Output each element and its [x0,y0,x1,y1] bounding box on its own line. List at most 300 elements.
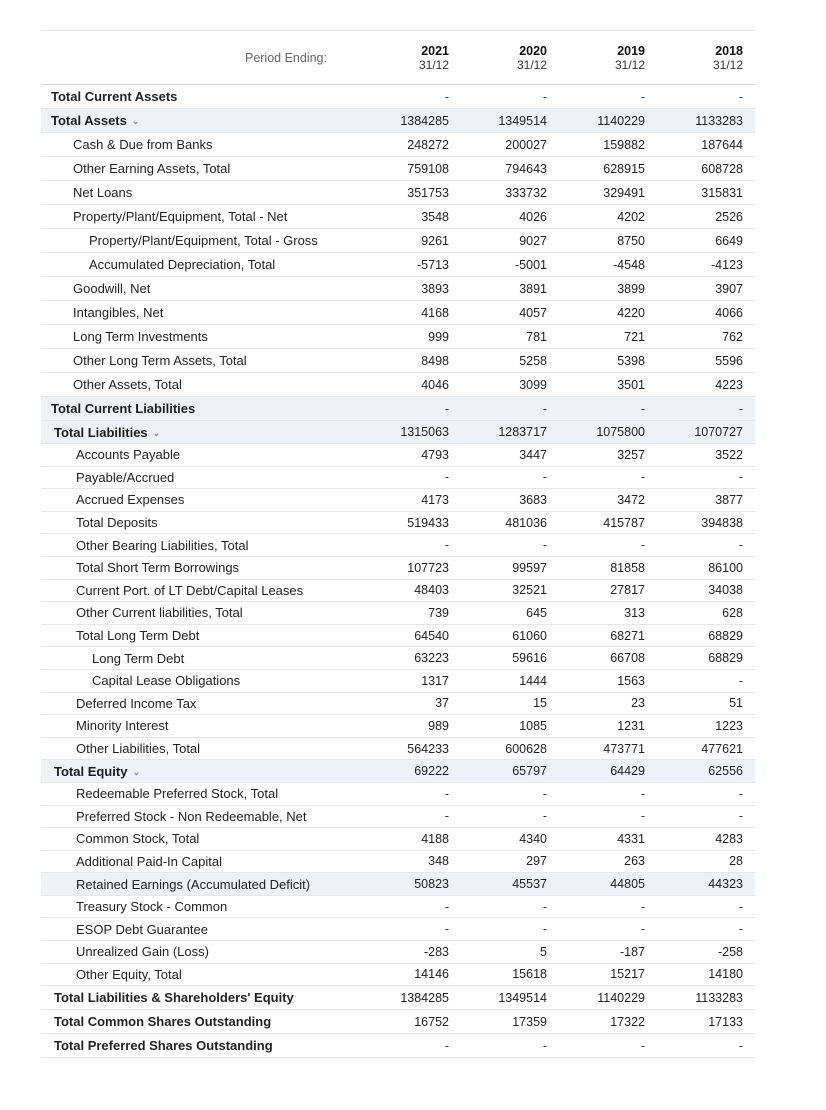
value-cell: - [542,809,547,824]
table-row-intangibles-net [41,301,755,325]
row-label [41,538,363,553]
row-label [41,628,363,643]
row-label-text: ESOP Debt Guarantee [76,921,209,937]
table-row-minority-interest [41,715,755,738]
table-row-other-long-term-assets-total [41,349,755,373]
value-cell: - [738,89,743,104]
table-row-other-equity-total [41,964,755,987]
value-cell: - [640,89,645,104]
balance-sheet-table [41,30,755,1058]
value-cell: -283 [423,944,449,959]
value-cell: 628 [722,605,743,620]
value-cell: 50823 [414,877,449,892]
row-label [41,281,363,296]
value-cell: 4026 [519,209,547,224]
value-cell: 4057 [519,305,547,320]
table-row-common-stock-total [41,828,755,851]
value-cell: 200027 [505,137,547,152]
row-label [41,741,363,756]
row-label-text: Preferred Stock - Non Redeemable, Net [76,808,307,824]
row-label [41,560,363,575]
value-cell: 739 [428,605,449,620]
value-cell: 5 [540,944,547,959]
value-cell: 3257 [617,447,645,462]
value-cell: 5398 [617,353,645,368]
table-row-retained-earnings-accumulated-deficit [41,873,755,896]
value-cell: 999 [428,329,449,344]
value-cell: 4188 [421,831,449,846]
value-cell: 519433 [407,515,449,530]
value-cell: 64540 [414,628,449,643]
value-cell: 14180 [708,967,743,982]
row-label [41,353,363,368]
value-cell: 65797 [512,764,547,779]
table-row-preferred-stock-non-redeemable-net [41,806,755,829]
row-label [41,877,363,892]
row-label [41,899,363,914]
value-cell: 3683 [519,492,547,507]
value-cell: -187 [619,944,645,959]
table-header [41,30,755,85]
value-cell: 1085 [519,718,547,733]
row-label [41,990,363,1005]
value-cell: - [444,809,449,824]
value-cell: 4046 [421,377,449,392]
year-column-2021: 2021 31/12 [418,43,449,72]
value-cell: -5001 [515,257,547,272]
row-label-text: Common Stock, Total [76,831,200,847]
table-row-other-liabilities-total [41,738,755,761]
value-cell: 2526 [715,209,743,224]
row-label-text: Total Current Assets [51,89,178,104]
value-cell: 721 [624,329,645,344]
table-row-total-long-term-debt [41,625,755,648]
value-cell: 6649 [715,233,743,248]
table-row-total-assets[interactable] [41,109,755,133]
row-label-text: Treasury Stock - Common [76,899,228,915]
value-cell: 645 [526,605,547,620]
value-cell: 263 [624,854,645,869]
value-cell: 794643 [505,161,547,176]
row-label [41,515,363,530]
value-cell: -4548 [613,257,645,272]
value-cell: 9261 [421,233,449,248]
table-row-property-plant-equipment-total-gross [41,229,755,253]
row-label [41,967,363,982]
row-label [41,377,363,392]
value-cell: - [640,538,645,553]
value-cell: 329491 [603,185,645,200]
value-cell: 1133283 [695,990,743,1005]
value-cell: 8750 [617,233,645,248]
table-row-total-equity[interactable] [41,760,755,783]
value-cell: 481036 [505,515,547,530]
table-row-total-common-shares-outstanding [41,1010,755,1034]
table-row-total-liabilities[interactable] [41,421,755,444]
value-cell: 3907 [715,281,743,296]
value-cell: - [444,786,449,801]
row-label-text: Intangibles, Net [73,305,164,320]
row-label-text: Total Liabilities [54,424,148,440]
value-cell: 3548 [421,209,449,224]
row-label-text: Other Liabilities, Total [76,741,201,757]
value-cell: - [640,786,645,801]
value-cell: 16752 [414,1014,449,1029]
value-cell: 23 [631,696,645,711]
row-label [41,89,363,104]
row-label-text: Net Loans [73,185,133,200]
value-cell: 17322 [610,1014,645,1029]
value-cell: 86100 [708,560,743,575]
value-cell: 3891 [519,281,547,296]
value-cell: 4168 [421,305,449,320]
value-cell: 4220 [617,305,645,320]
value-cell: - [738,470,743,485]
value-cell: 5596 [715,353,743,368]
value-cell: - [738,922,743,937]
row-label-text: Redeemable Preferred Stock, Total [76,786,279,802]
row-label [41,329,363,344]
value-cell: 3877 [715,492,743,507]
row-label [41,1038,363,1053]
value-cell: 297 [526,854,547,869]
value-cell: 159882 [603,137,645,152]
value-cell: - [738,401,743,416]
value-cell: 66708 [610,651,645,666]
row-label [41,583,363,598]
value-cell: 762 [722,329,743,344]
value-cell: 1384285 [400,990,449,1005]
row-label-text: Other Earning Assets, Total [73,161,231,176]
table-row-other-bearing-liabilities-total [41,534,755,557]
value-cell: 63223 [414,651,449,666]
table-row-total-short-term-borrowings [41,557,755,580]
table-row-additional-paid-in-capital [41,851,755,874]
value-cell: 351753 [407,185,449,200]
value-cell: -5713 [417,257,449,272]
row-label-text: Capital Lease Obligations [92,673,241,689]
value-cell: - [738,786,743,801]
row-label-text: Additional Paid-In Capital [76,853,222,869]
value-cell: 17359 [512,1014,547,1029]
row-label-text: Long Term Debt [92,650,185,666]
value-cell: 333732 [505,185,547,200]
value-cell: -258 [717,944,743,959]
value-cell: 3472 [617,492,645,507]
value-cell: 4173 [421,492,449,507]
table-row-accrued-expenses [41,489,755,512]
row-label-text: Current Port. of LT Debt/Capital Leases [76,582,304,598]
value-cell: 313 [624,605,645,620]
value-cell: 608728 [701,161,743,176]
row-label [41,922,363,937]
row-label [41,161,363,176]
row-label-text: Total Equity [54,763,128,779]
value-cell: 4202 [617,209,645,224]
value-cell: 477621 [701,741,743,756]
value-cell: - [640,899,645,914]
value-cell: 45537 [512,877,547,892]
table-row-unrealized-gain-loss [41,941,755,964]
value-cell: 107723 [407,560,449,575]
table-row-accumulated-depreciation-total [41,253,755,277]
value-cell: 15618 [512,967,547,982]
row-label-text: Total Long Term Debt [76,628,200,644]
value-cell: - [542,786,547,801]
value-cell: - [542,401,547,416]
row-label-text: Total Preferred Shares Outstanding [54,1038,273,1054]
value-cell: 1444 [519,673,547,688]
row-label [41,233,363,248]
row-label-text: Property/Plant/Equipment, Total - Gross [89,233,318,248]
value-cell: 37 [435,696,449,711]
table-row-current-port-of-lt-debt-capital-leases [41,580,755,603]
row-label [41,185,363,200]
value-cell: 4331 [617,831,645,846]
value-cell: 1349514 [498,990,547,1005]
value-cell: 1070727 [694,425,743,439]
value-cell: 9027 [519,233,547,248]
value-cell: - [738,673,743,688]
value-cell: 1140229 [597,113,645,128]
value-cell: 1140229 [597,990,645,1005]
row-label [41,137,363,152]
row-label [41,854,363,869]
row-label-text: Long Term Investments [73,329,208,344]
period-ending-label: Period Ending: [244,50,327,65]
row-label [41,696,363,711]
value-cell: 14146 [414,967,449,982]
row-label-text: Deferred Income Tax [76,695,197,711]
value-cell: 3899 [617,281,645,296]
row-label [41,786,363,801]
table-row-accounts-payable [41,444,755,467]
row-label-text: Property/Plant/Equipment, Total - Net [73,209,288,224]
row-label-text: Goodwill, Net [73,281,151,296]
row-label-text: Total Current Liabilities [51,401,196,416]
row-label [41,492,363,507]
chevron-down-icon[interactable]: ⌄ [131,116,140,127]
table-row-cash-due-from-banks [41,133,755,157]
row-label-text: Total Liabilities & Shareholders' Equity [54,990,294,1006]
value-cell: 4340 [519,831,547,846]
value-cell: 759108 [407,161,449,176]
value-cell: 15 [533,696,547,711]
value-cell: - [640,401,645,416]
value-cell: 348 [428,854,449,869]
value-cell: -4123 [711,257,743,272]
value-cell: 68829 [708,651,743,666]
table-row-payable-accrued [41,467,755,490]
row-label-text: Other Equity, Total [76,966,182,982]
table-body [41,85,755,1058]
row-label-text: Total Common Shares Outstanding [54,1014,272,1030]
table-row-redeemable-preferred-stock-total [41,783,755,806]
row-label [41,605,363,620]
row-label [41,257,363,272]
value-cell: - [542,538,547,553]
row-label-text: Unrealized Gain (Loss) [76,944,209,960]
row-label [41,209,363,224]
table-row-long-term-debt [41,647,755,670]
row-label-text: Total Short Term Borrowings [76,560,240,576]
value-cell: - [640,470,645,485]
value-cell: 62556 [708,764,743,779]
value-cell: - [444,538,449,553]
value-cell: 4223 [715,377,743,392]
value-cell: 44323 [708,877,743,892]
value-cell: 69222 [414,764,449,779]
value-cell: 27817 [610,583,645,598]
row-label-text: Accumulated Depreciation, Total [89,257,276,272]
value-cell: 315831 [701,185,743,200]
year-column-2019: 2019 31/12 [614,43,645,72]
row-label [41,673,363,688]
row-label [41,831,363,846]
value-cell: 32521 [512,583,547,598]
table-row-esop-debt-guarantee [41,918,755,941]
value-cell: 1283717 [498,425,547,439]
value-cell: 781 [526,329,547,344]
row-label-text: Minority Interest [76,718,169,734]
row-label [41,305,363,320]
value-cell: 394838 [701,515,743,530]
table-row-property-plant-equipment-total-net [41,205,755,229]
value-cell: 68829 [708,628,743,643]
value-cell: 1231 [617,718,645,733]
value-cell: 5258 [519,353,547,368]
chevron-down-icon[interactable]: ⌄ [132,766,140,777]
value-cell: 1315063 [400,425,449,439]
value-cell: 64429 [610,764,645,779]
value-cell: 48403 [414,583,449,598]
value-cell: 99597 [512,560,547,575]
value-cell: - [640,809,645,824]
value-cell: 989 [428,718,449,733]
value-cell: 3099 [519,377,547,392]
value-cell: - [640,1038,645,1053]
value-cell: 628915 [603,161,645,176]
value-cell: 187644 [701,137,743,152]
value-cell: 17133 [708,1014,743,1029]
value-cell: 1223 [715,718,743,733]
table-row-net-loans [41,181,755,205]
value-cell: - [444,1038,449,1053]
table-row-goodwill-net [41,277,755,301]
value-cell: 15217 [610,967,645,982]
table-row-total-liabilities-shareholders-equity [41,986,755,1010]
value-cell: 1563 [617,673,645,688]
row-label-text: Other Assets, Total [73,377,182,392]
table-row-treasury-stock-common [41,896,755,919]
value-cell: 28 [729,854,743,869]
table-row-total-deposits [41,512,755,535]
row-label [41,764,363,779]
value-cell: - [444,922,449,937]
value-cell: - [444,470,449,485]
value-cell: 3501 [617,377,645,392]
value-cell: 3522 [715,447,743,462]
row-label-text: Accounts Payable [76,447,181,463]
value-cell: 51 [729,696,743,711]
year-column-2020: 2020 31/12 [516,43,547,72]
value-cell: 4283 [715,831,743,846]
row-label-text: Cash & Due from Banks [73,137,213,152]
row-label-text: Other Long Term Assets, Total [73,353,247,368]
row-label [41,113,363,128]
row-label-text: Payable/Accrued [76,469,175,485]
row-label-text: Total Deposits [76,515,158,531]
value-cell: - [738,538,743,553]
row-label-text: Other Bearing Liabilities, Total [76,537,249,553]
table-row-total-preferred-shares-outstanding [41,1034,755,1058]
row-label [41,718,363,733]
value-cell: 61060 [512,628,547,643]
table-row-long-term-investments [41,325,755,349]
row-label [41,809,363,824]
value-cell: - [738,899,743,914]
value-cell: 248272 [407,137,449,152]
table-row-total-current-liabilities [41,397,755,421]
value-cell: - [640,922,645,937]
value-cell: - [542,89,547,104]
value-cell: 1384285 [400,113,449,128]
value-cell: 600628 [505,741,547,756]
value-cell: 1075800 [596,425,645,439]
value-cell: - [444,89,449,104]
row-label [41,401,363,416]
value-cell: 415787 [603,515,645,530]
table-row-other-earning-assets-total [41,157,755,181]
table-row-deferred-income-tax [41,693,755,716]
row-label [41,425,363,440]
value-cell: 3447 [519,447,547,462]
row-label-text: Accrued Expenses [76,492,185,508]
value-cell: 81858 [610,560,645,575]
value-cell: - [738,1038,743,1053]
row-label [41,470,363,485]
year-column-2018: 2018 31/12 [712,43,743,72]
value-cell: - [444,401,449,416]
value-cell: 34038 [708,583,743,598]
table-row-capital-lease-obligations [41,670,755,693]
row-label-text: Total Assets [51,113,127,128]
value-cell: - [738,809,743,824]
value-cell: 59616 [512,651,547,666]
row-label-text: Retained Earnings (Accumulated Deficit) [76,876,311,892]
value-cell: 8498 [421,353,449,368]
row-label [41,447,363,462]
value-cell: - [542,922,547,937]
row-label [41,1014,363,1029]
value-cell: 68271 [610,628,645,643]
row-label [41,651,363,666]
value-cell: - [444,899,449,914]
value-cell: 44805 [610,877,645,892]
row-label-text: Other Current liabilities, Total [76,605,243,621]
value-cell: 1349514 [498,113,547,128]
value-cell: - [542,470,547,485]
value-cell: - [542,899,547,914]
value-cell: 4793 [421,447,449,462]
value-cell: 473771 [603,741,645,756]
value-cell: - [542,1038,547,1053]
value-cell: 1133283 [695,113,743,128]
chevron-down-icon[interactable]: ⌄ [152,427,161,438]
table-row-other-current-liabilities-total [41,602,755,625]
value-cell: 564233 [407,741,449,756]
value-cell: 4066 [715,305,743,320]
